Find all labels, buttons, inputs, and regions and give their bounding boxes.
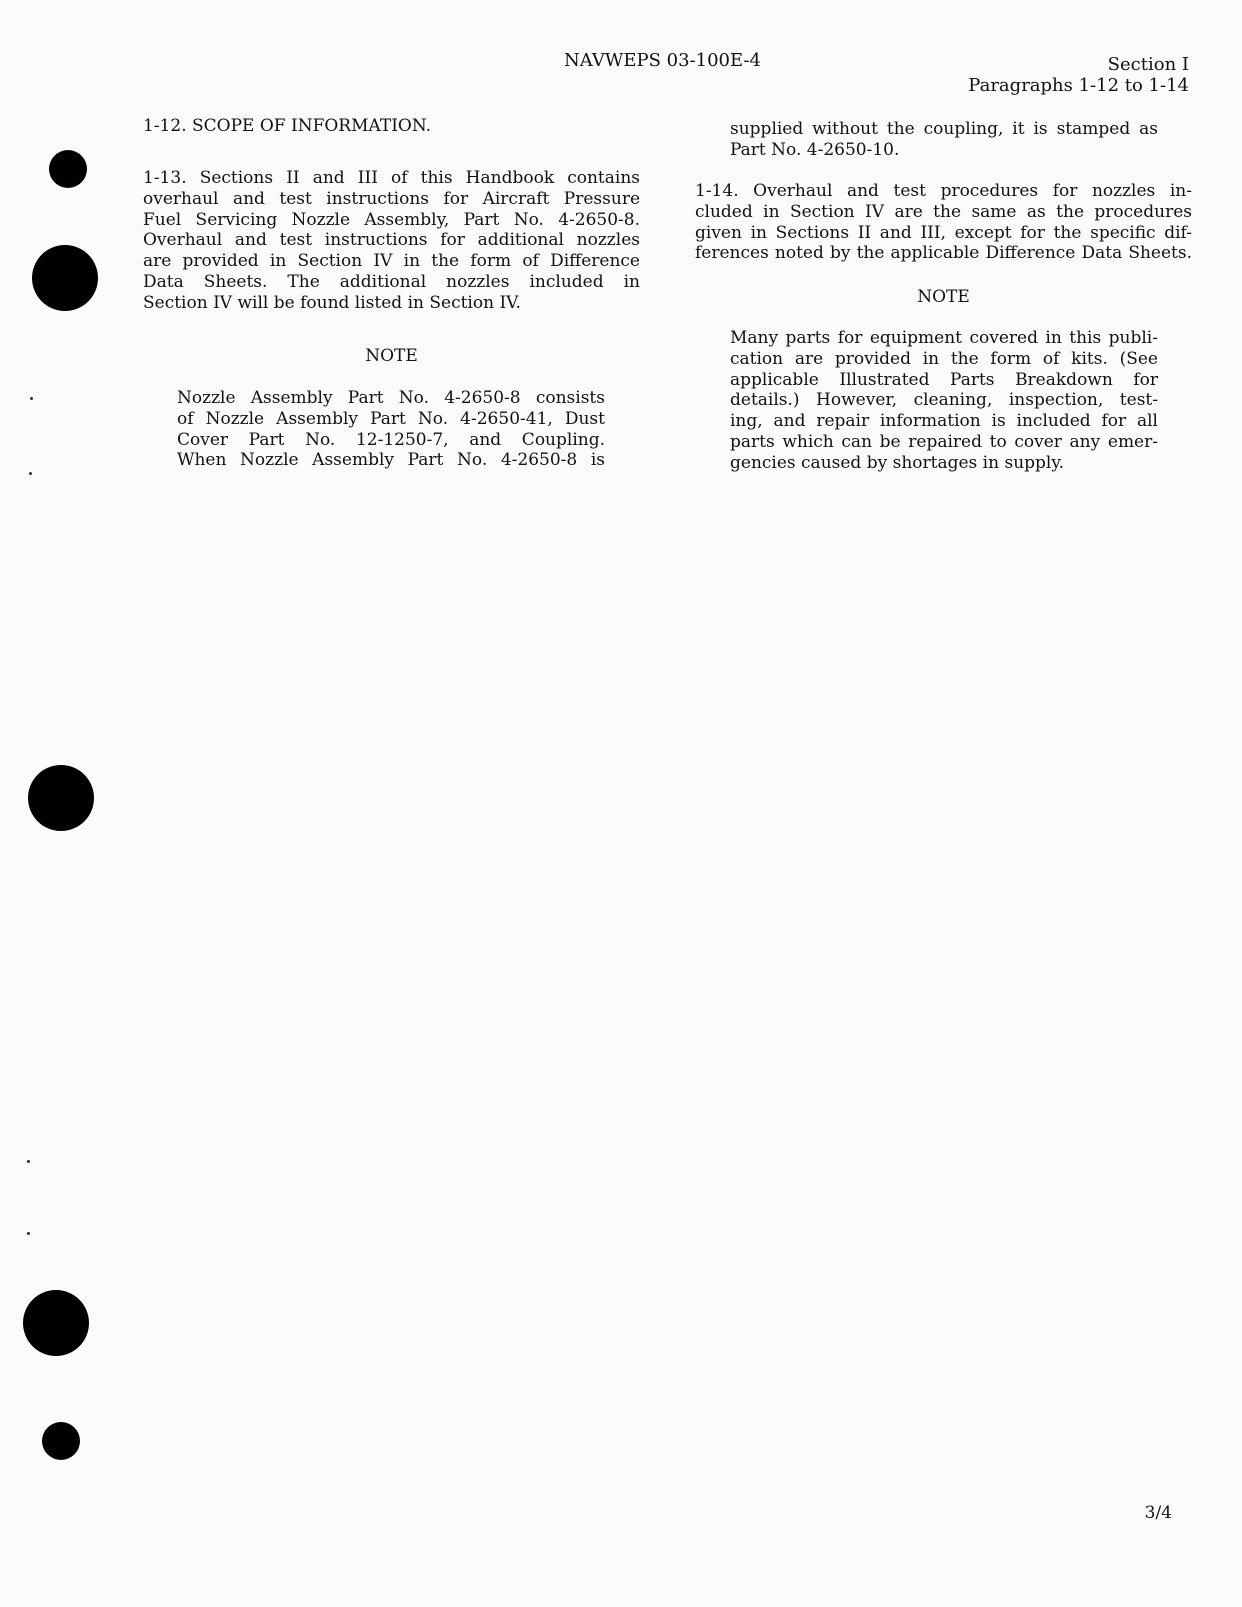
section-heading: 1-12. SCOPE OF INFORMATION. xyxy=(143,116,432,136)
text-line: gencies caused by shortages in supply. xyxy=(730,452,1065,473)
text-line: overhaul and test instructions for Aircraft Pressure xyxy=(143,188,640,209)
speck xyxy=(30,397,33,400)
note-continued xyxy=(730,119,1158,161)
text-line: given in Sections II and III, except for the specific dif- xyxy=(695,222,1192,243)
speck xyxy=(29,472,32,475)
text-line: 1-13. Sections II and III of this Handbook contains xyxy=(143,168,640,188)
speck xyxy=(27,1232,30,1235)
text-line: are provided in Section IV in the form of Difference xyxy=(143,251,640,272)
text-line: cation are provided in the form of kits. (See xyxy=(730,348,1158,369)
binder-hole xyxy=(32,245,98,311)
note-right xyxy=(730,328,1158,474)
text-line: supplied without the coupling, it is stamped as xyxy=(730,119,1158,139)
left-column xyxy=(143,116,640,137)
text-line: ferences noted by the applicable Difference Data Sheets. xyxy=(695,243,1192,264)
paragraph-1-13 xyxy=(143,168,640,314)
note-left xyxy=(177,388,605,471)
binder-hole xyxy=(28,765,94,831)
section-reference xyxy=(968,54,1189,96)
note-title: NOTE xyxy=(365,346,418,366)
binder-hole xyxy=(42,1422,80,1460)
section-label: Section I xyxy=(1107,54,1189,75)
text-line: Part No. 4-2650-10. xyxy=(730,139,900,160)
speck xyxy=(27,1160,30,1163)
document-number: NAVWEPS 03-100E-4 xyxy=(564,50,762,71)
text-line: ing, and repair information is included for all xyxy=(730,411,1158,432)
text-line: applicable Illustrated Parts Breakdown for xyxy=(730,369,1158,390)
text-line: Nozzle Assembly Part No. 4-2650-8 consists xyxy=(177,388,605,408)
text-line: of Nozzle Assembly Part No. 4-2650-41, Dust xyxy=(177,408,605,429)
text-line: 1-14. Overhaul and test procedures for nozzles in- xyxy=(695,181,1192,201)
text-line: Cover Part No. 12-1250-7, and Coupling. xyxy=(177,429,605,450)
binder-hole xyxy=(49,150,87,188)
text-line: Fuel Servicing Nozzle Assembly, Part No. 4-2650-8. xyxy=(143,209,640,230)
page-number: 3/4 xyxy=(1144,1503,1172,1523)
text-line: cluded in Section IV are the same as the procedures xyxy=(695,201,1192,222)
paragraph-1-14 xyxy=(695,181,1192,264)
text-line: Many parts for equipment covered in this publi- xyxy=(730,328,1158,348)
text-line: Data Sheets. The additional nozzles included in xyxy=(143,271,640,292)
text-line: Section IV will be found listed in Section IV. xyxy=(143,292,521,313)
binder-hole xyxy=(23,1290,89,1356)
text-line: parts which can be repaired to cover any emer- xyxy=(730,431,1158,452)
text-line: Overhaul and test instructions for additional nozzles xyxy=(143,230,640,251)
paragraphs-label: Paragraphs 1-12 to 1-14 xyxy=(968,75,1189,96)
text-line: When Nozzle Assembly Part No. 4-2650-8 is xyxy=(177,450,605,471)
text-line: details.) However, cleaning, inspection, test- xyxy=(730,390,1158,411)
note-title: NOTE xyxy=(917,287,970,307)
